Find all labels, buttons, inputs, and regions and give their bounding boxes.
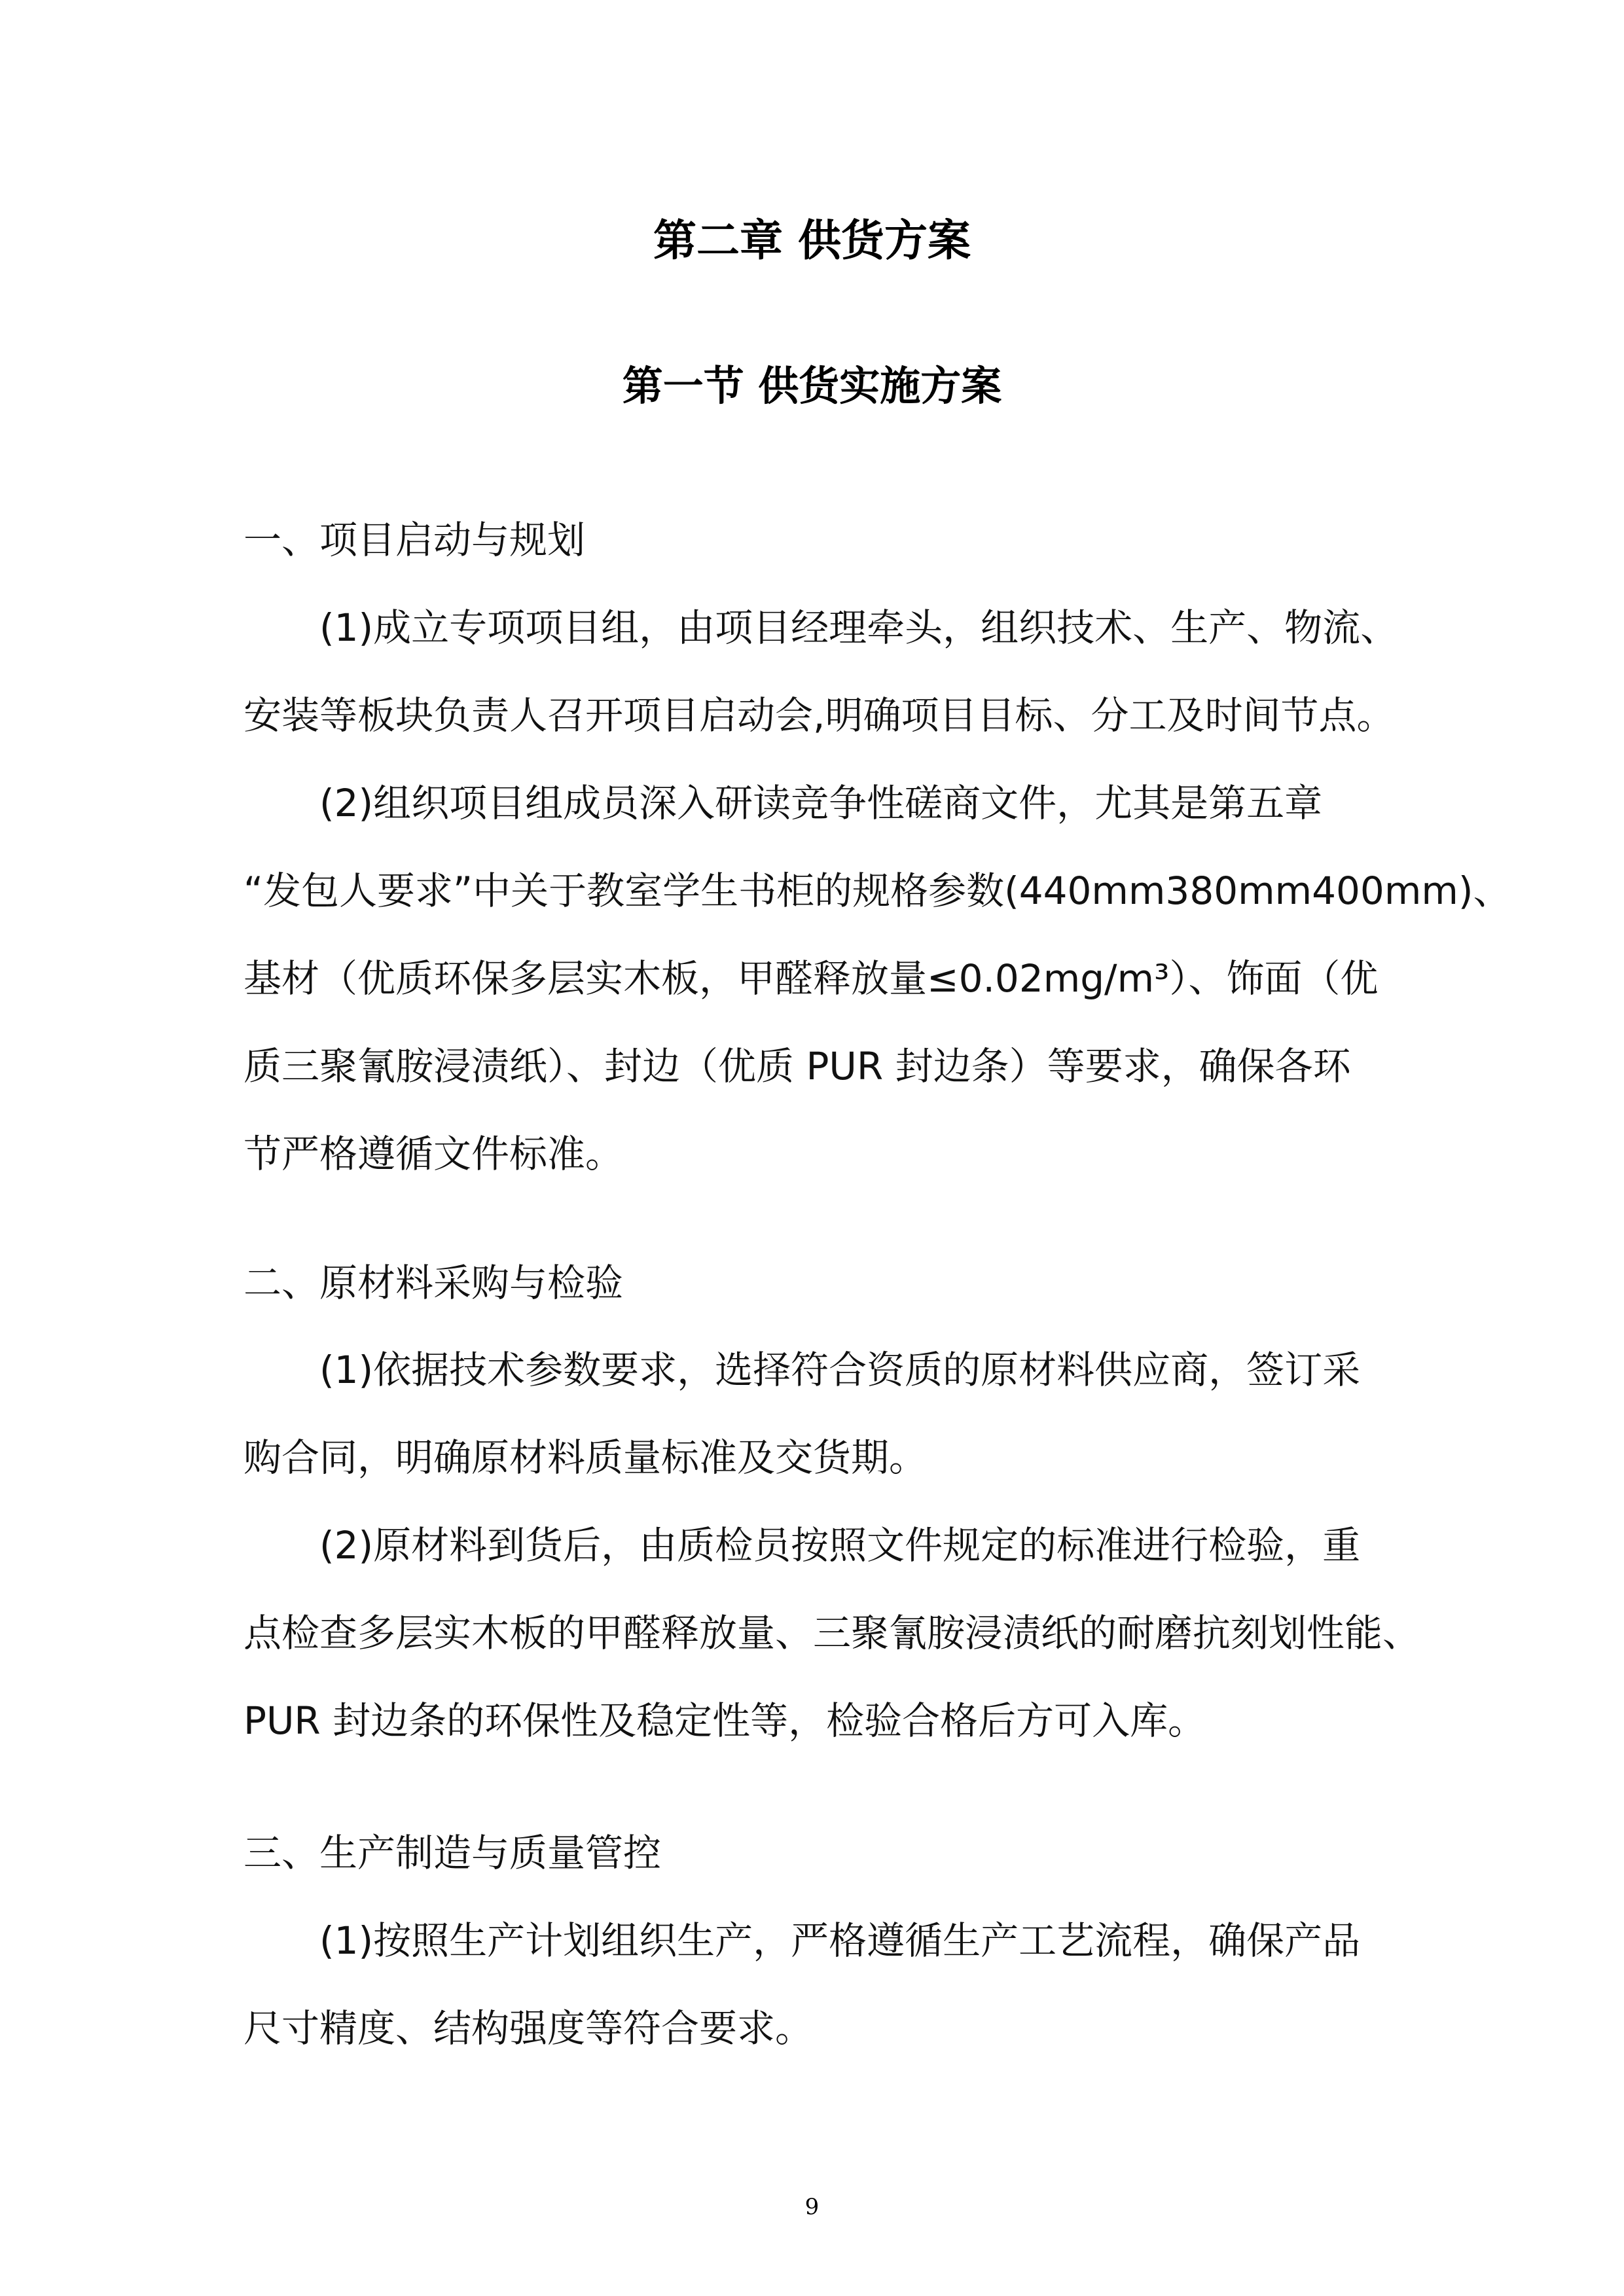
paragraph-line: (2)组织项目组成员深入研读竞争性磋商文件，尤其是第五章 xyxy=(319,781,1323,825)
paragraph-line: “发包人要求”中关于教室学生书柜的规格参数(440mm380mm400mm)、 xyxy=(244,869,1511,913)
paragraph-line: 购合同，明确原材料质量标准及交货期。 xyxy=(244,1435,928,1480)
paragraph-line: 点检查多层实木板的甲醛释放量、三聚氰胺浸渍纸的耐磨抗刻划性能、 xyxy=(244,1611,1421,1655)
paragraph-line: 节严格遵循文件标准。 xyxy=(244,1132,624,1176)
heading-project-startup: 一、项目启动与规划 xyxy=(244,518,586,562)
paragraph-line: 尺寸精度、结构强度等符合要求。 xyxy=(244,2006,814,2051)
paragraph-line: (1)按照生产计划组织生产，严格遵循生产工艺流程，确保产品 xyxy=(319,1918,1361,1963)
heading-production: 三、生产制造与质量管控 xyxy=(244,1831,662,1875)
paragraph-line: (2)原材料到货后，由质检员按照文件规定的标准进行检验，重 xyxy=(319,1523,1361,1568)
chapter-title: 第二章 供货方案 xyxy=(653,215,971,266)
paragraph-line: PUR 封边条的环保性及稳定性等，检验合格后方可入库。 xyxy=(244,1698,1206,1743)
paragraph-line: (1)依据技术参数要求，选择符合资质的原材料供应商，签订采 xyxy=(319,1348,1361,1392)
paragraph-line: (1)成立专项项目组，由项目经理牵头，组织技术、生产、物流、 xyxy=(319,605,1399,650)
paragraph-line: 基材（优质环保多层实木板，甲醛释放量≤0.02mg/m³）、饰面（优 xyxy=(244,956,1379,1001)
paragraph-line: 质三聚氰胺浸渍纸）、封边（优质 PUR 封边条）等要求，确保各环 xyxy=(244,1044,1351,1088)
page-number: 9 xyxy=(804,2194,820,2220)
section-title: 第一节 供货实施方案 xyxy=(622,362,1002,410)
heading-materials: 二、原材料采购与检验 xyxy=(244,1261,624,1305)
paragraph-line: 安装等板块负责人召开项目启动会,明确项目目标、分工及时间节点。 xyxy=(244,693,1395,738)
